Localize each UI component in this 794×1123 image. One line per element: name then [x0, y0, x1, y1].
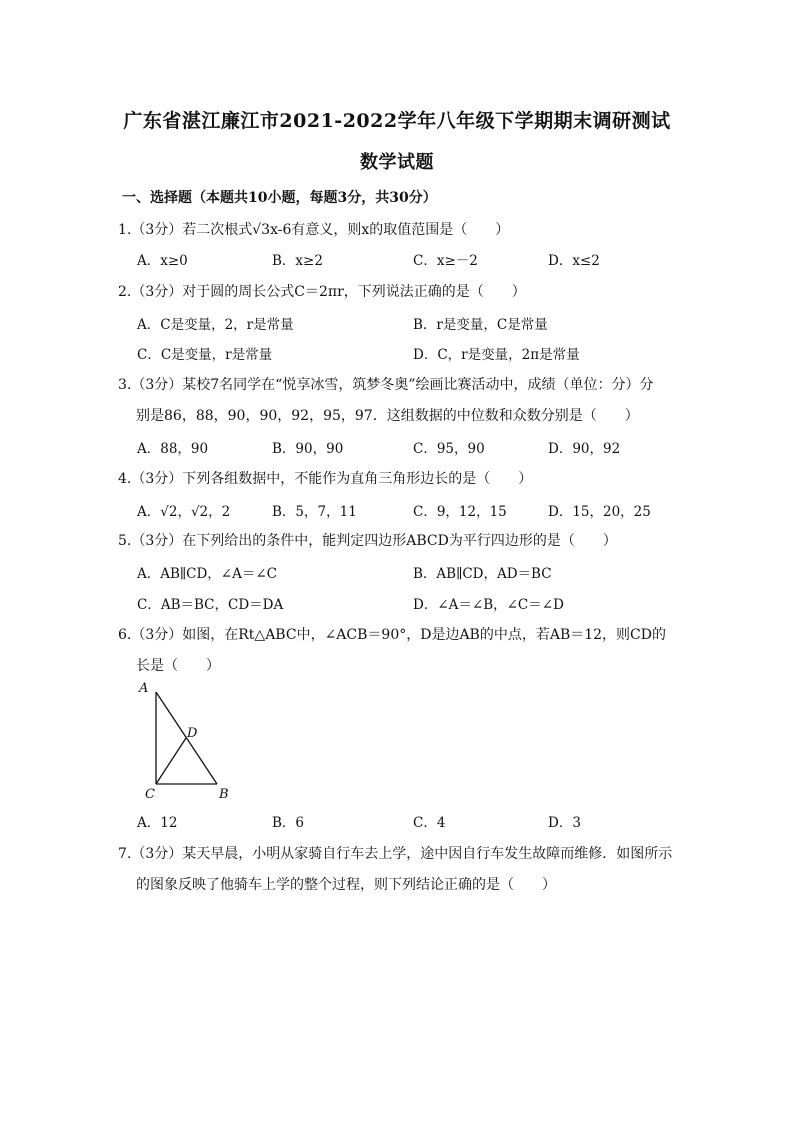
triangle-figure: [136, 680, 246, 805]
vertex-label-c: C: [145, 787, 155, 802]
q2-option-d: D．C，r是变量，2π是常量: [413, 347, 580, 363]
page-subtitle: 数学试题: [360, 152, 434, 173]
q3-option-b: B．90，90: [272, 441, 344, 457]
q4-option-b: B．5，7，11: [272, 504, 357, 520]
q1-option-b: B．x≥2: [272, 253, 323, 269]
q6-option-a: A．12: [137, 815, 178, 831]
q6-option-c: C．4: [413, 815, 446, 831]
q2-option-a: A．C是变量，2，r是常量: [137, 317, 294, 333]
page-title: 广东省湛江廉江市2021-2022学年八年级下学期期末调研测试: [123, 110, 671, 132]
vertex-label-a: A: [139, 681, 149, 696]
question-7-cont: 的图象反映了他骑车上学的整个过程，则下列结论正确的是（ ）: [136, 877, 556, 893]
q4-option-a: A．√2，√2，2: [137, 504, 231, 520]
q4-option-c: C．9，12，15: [413, 504, 507, 520]
q5-option-c: C．AB＝BC，CD＝DA: [137, 597, 284, 613]
q3-option-a: A．88，90: [137, 441, 209, 457]
q5-option-b: B．AB∥CD，AD＝BC: [413, 566, 552, 582]
question-2: 2.（3分）对于圆的周长公式C＝2πr，下列说法正确的是（ ）: [118, 284, 526, 300]
question-5: 5.（3分）在下列给出的条件中，能判定四边形ABCD为平行四边形的是（ ）: [118, 533, 617, 549]
q4-option-d: D．15，20，25: [548, 504, 651, 520]
q1-option-a: A．x≥0: [137, 253, 188, 269]
q3-option-c: C．95，90: [413, 441, 485, 457]
q5-option-a: A．AB∥CD，∠A＝∠C: [137, 566, 278, 582]
q6-option-d: D．3: [548, 815, 581, 831]
vertex-label-b: B: [219, 787, 229, 802]
section-heading: 一、选择题（本题共10小题，每题3分，共30分）: [122, 190, 437, 206]
question-6-cont: 长是（ ）: [136, 658, 220, 674]
vertex-label-d: D: [187, 726, 198, 741]
q1-option-c: C．x≥－2: [413, 253, 478, 269]
question-1: 1.（3分）若二次根式√3x-6有意义，则x的取值范围是（ ）: [118, 222, 510, 238]
q3-option-d: D．90，92: [548, 441, 621, 457]
question-7: 7.（3分）某天早晨，小明从家骑自行车去上学，途中因自行车发生故障而维修．如图所示: [118, 846, 673, 862]
segment-cd: [156, 738, 186, 784]
q6-option-b: B．6: [272, 815, 305, 831]
q2-option-c: C．C是变量，r是常量: [137, 347, 273, 363]
question-3-cont: 别是86，88，90，90，92，95，97．这组数据的中位数和众数分别是（ ）: [136, 408, 639, 424]
q1-option-d: D．x≤2: [548, 253, 600, 269]
question-3: 3.（3分）某校7名同学在“悦享冰雪，筑梦冬奥”绘画比赛活动中，成绩（单位：分）分: [118, 377, 654, 393]
q5-option-d: D．∠A＝∠B，∠C＝∠D: [413, 597, 564, 613]
question-4: 4.（3分）下列各组数据中，不能作为直角三角形边长的是（ ）: [118, 471, 533, 487]
q2-option-b: B．r是变量，C是常量: [413, 317, 548, 333]
question-6: 6.（3分）如图，在Rt△ABC中，∠ACB＝90°，D是边AB的中点，若AB＝12，则CD的: [118, 627, 666, 643]
